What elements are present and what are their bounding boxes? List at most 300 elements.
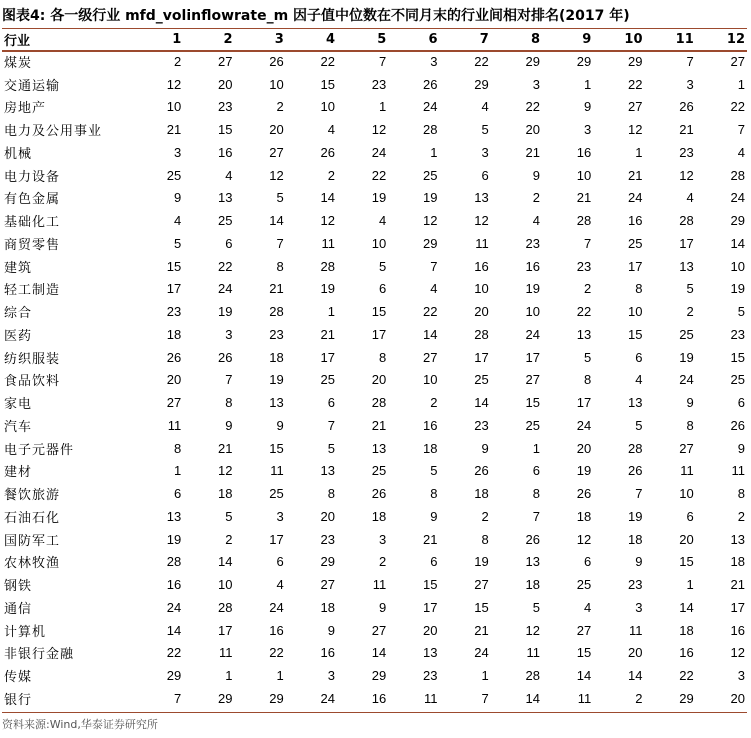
rank-cell: 25 (320, 372, 335, 388)
rank-cell: 15 (474, 599, 489, 615)
rank-cell: 18 (628, 531, 643, 547)
rank-cell: 20 (218, 76, 233, 92)
rank-cell: 22 (371, 167, 387, 183)
rank-cell: 17 (218, 622, 233, 638)
rank-cell: 18 (371, 508, 387, 524)
rank-cell: 13 (371, 440, 387, 456)
rank-cell: 18 (218, 486, 233, 502)
table-row (2, 255, 747, 278)
rank-cell: 28 (474, 326, 489, 342)
rank-cell: 3 (532, 76, 540, 92)
industry-name: 家电 (4, 397, 33, 413)
table-row (2, 414, 747, 437)
rank-cell: 19 (679, 349, 694, 365)
rank-cell: 26 (576, 486, 592, 502)
rank-cell: 8 (379, 349, 387, 365)
rank-cell: 9 (379, 599, 387, 615)
rank-cell: 24 (525, 326, 540, 342)
rank-cell: 22 (218, 258, 233, 274)
rank-cell: 24 (679, 372, 694, 388)
rank-cell: 5 (686, 281, 694, 297)
month-header: 1 (172, 31, 182, 47)
rank-cell: 11 (680, 463, 694, 479)
table-row (2, 187, 747, 210)
table-row (2, 437, 747, 460)
rank-cell: 17 (525, 349, 540, 365)
rank-cell: 24 (423, 99, 438, 115)
rank-cell: 16 (576, 144, 592, 160)
rank-cell: 19 (576, 463, 592, 479)
month-header: 6 (428, 31, 438, 47)
rank-cell: 19 (423, 190, 438, 206)
rank-cell: 15 (371, 304, 387, 320)
rank-cell: 14 (474, 395, 489, 411)
rank-cell: 27 (423, 349, 438, 365)
month-header: 2 (223, 31, 233, 47)
rank-cell: 3 (481, 144, 489, 160)
rank-cell: 9 (481, 440, 489, 456)
industry-name: 银行 (4, 692, 33, 708)
rank-cell: 28 (218, 599, 233, 615)
rank-cell: 13 (269, 395, 284, 411)
rank-cell: 28 (269, 304, 284, 320)
rank-cell: 1 (481, 668, 489, 684)
rank-cell: 12 (525, 622, 540, 638)
industry-name: 钢铁 (4, 579, 33, 595)
rank-cell: 6 (174, 486, 182, 502)
table-row (2, 505, 747, 528)
rank-cell: 14 (525, 690, 540, 706)
rank-cell: 4 (327, 122, 335, 138)
table-body (2, 50, 747, 710)
rank-cell: 25 (628, 235, 643, 251)
header-rule (2, 50, 747, 52)
rank-cell: 20 (269, 122, 284, 138)
rank-cell: 7 (584, 235, 592, 251)
rank-cell: 11 (270, 463, 284, 479)
rank-cell: 4 (686, 190, 694, 206)
rank-cell: 20 (576, 440, 592, 456)
month-header: 11 (675, 31, 694, 47)
rank-cell: 19 (218, 304, 233, 320)
rank-cell: 26 (730, 417, 745, 433)
rank-cell: 7 (737, 122, 745, 138)
rank-cell: 21 (371, 417, 387, 433)
rank-cell: 15 (269, 440, 284, 456)
rank-cell: 1 (225, 668, 233, 684)
rank-cell: 21 (474, 622, 489, 638)
rank-cell: 6 (584, 554, 592, 570)
rank-cell: 9 (174, 190, 182, 206)
industry-name: 建筑 (4, 260, 33, 276)
rank-cell: 8 (276, 258, 284, 274)
rank-cell: 2 (481, 508, 489, 524)
rank-cell: 19 (371, 190, 387, 206)
table-row (2, 50, 747, 73)
table-row (2, 73, 747, 96)
rank-cell: 17 (423, 599, 438, 615)
rank-cell: 12 (474, 213, 489, 229)
rank-cell: 23 (371, 76, 387, 92)
rank-cell: 16 (525, 258, 540, 274)
rank-cell: 2 (276, 99, 284, 115)
rank-cell: 4 (430, 281, 438, 297)
rank-cell: 26 (320, 144, 335, 160)
industry-name: 有色金属 (4, 192, 61, 208)
rank-cell: 14 (269, 213, 284, 229)
industry-name: 石油石化 (4, 510, 61, 526)
table-row (2, 482, 747, 505)
rank-cell: 8 (532, 486, 540, 502)
rank-cell: 23 (423, 668, 438, 684)
rank-cell: 27 (320, 577, 335, 593)
rank-cell: 17 (628, 258, 643, 274)
rank-cell: 29 (730, 213, 745, 229)
rank-cell: 19 (628, 508, 643, 524)
rank-cell: 16 (474, 258, 489, 274)
rank-cell: 5 (481, 122, 489, 138)
rank-cell: 14 (679, 599, 694, 615)
rank-cell: 21 (576, 190, 592, 206)
rank-cell: 4 (584, 599, 592, 615)
rank-cell: 9 (276, 417, 284, 433)
industry-name: 餐饮旅游 (4, 488, 61, 504)
rank-cell: 11 (167, 417, 182, 433)
rank-cell: 12 (628, 122, 643, 138)
industry-name: 计算机 (4, 624, 47, 640)
rank-cell: 15 (628, 326, 643, 342)
rank-cell: 3 (327, 668, 335, 684)
rank-cell: 13 (679, 258, 694, 274)
rank-cell: 17 (320, 349, 335, 365)
rank-cell: 26 (269, 53, 284, 69)
rank-cell: 22 (628, 76, 643, 92)
table-row (2, 687, 747, 710)
industry-name: 电力及公用事业 (4, 124, 103, 140)
industry-name: 电子元器件 (4, 442, 75, 458)
rank-cell: 7 (430, 258, 438, 274)
rank-cell: 7 (481, 690, 489, 706)
rank-cell: 28 (576, 213, 592, 229)
rank-cell: 26 (166, 349, 182, 365)
month-header: 12 (726, 31, 745, 47)
rank-cell: 23 (474, 417, 489, 433)
rank-cell: 29 (320, 554, 335, 570)
table-row (2, 460, 747, 483)
table-row (2, 573, 747, 596)
rank-cell: 27 (166, 395, 182, 411)
rank-cell: 10 (679, 486, 694, 502)
rank-cell: 24 (269, 599, 284, 615)
rank-cell: 1 (276, 668, 284, 684)
rank-cell: 28 (628, 440, 643, 456)
rank-cell: 16 (679, 645, 694, 661)
rank-cell: 25 (730, 372, 745, 388)
rank-cell: 8 (737, 486, 745, 502)
rank-cell: 21 (218, 440, 233, 456)
rank-cell: 26 (628, 463, 643, 479)
month-header: 4 (325, 31, 335, 47)
rank-cell: 4 (635, 372, 643, 388)
rank-cell: 11 (475, 235, 489, 251)
rank-cell: 13 (576, 326, 592, 342)
industry-name: 煤炭 (4, 55, 33, 71)
rank-cell: 27 (628, 99, 643, 115)
rank-cell: 25 (218, 213, 233, 229)
rank-cell: 13 (730, 531, 745, 547)
industry-name: 通信 (4, 601, 33, 617)
table-row (2, 232, 747, 255)
rank-cell: 5 (379, 258, 387, 274)
rank-cell: 24 (320, 690, 335, 706)
rank-cell: 21 (628, 167, 643, 183)
rank-cell: 22 (525, 99, 540, 115)
table-row (2, 551, 747, 574)
rank-cell: 28 (525, 668, 540, 684)
rank-cell: 12 (320, 213, 335, 229)
rank-cell: 16 (730, 622, 745, 638)
rank-cell: 15 (166, 258, 182, 274)
rank-cell: 2 (532, 190, 540, 206)
rank-cell: 21 (269, 281, 284, 297)
rank-cell: 7 (276, 235, 284, 251)
rank-cell: 22 (320, 53, 335, 69)
rank-cell: 20 (525, 122, 540, 138)
rank-cell: 11 (526, 645, 540, 661)
rank-cell: 15 (218, 122, 233, 138)
rank-cell: 10 (166, 99, 182, 115)
rank-cell: 11 (731, 463, 745, 479)
rank-cell: 12 (679, 167, 694, 183)
rank-cell: 3 (276, 508, 284, 524)
rank-cell: 7 (635, 486, 643, 502)
rank-cell: 15 (576, 645, 592, 661)
rank-cell: 24 (576, 417, 592, 433)
rank-cell: 5 (635, 417, 643, 433)
rank-cell: 19 (269, 372, 284, 388)
rank-cell: 12 (371, 122, 387, 138)
table-row (2, 369, 747, 392)
rank-cell: 27 (474, 577, 489, 593)
rank-cell: 27 (730, 53, 745, 69)
rank-cell: 8 (635, 281, 643, 297)
rank-cell: 22 (474, 53, 489, 69)
rank-cell: 23 (730, 326, 745, 342)
rank-cell: 16 (423, 417, 438, 433)
rank-cell: 13 (474, 190, 489, 206)
rank-cell: 19 (525, 281, 540, 297)
rank-cell: 13 (320, 463, 335, 479)
industry-name: 传媒 (4, 670, 33, 686)
rank-cell: 21 (679, 122, 694, 138)
rank-cell: 14 (371, 645, 387, 661)
rank-cell: 19 (730, 281, 745, 297)
rank-cell: 25 (474, 372, 489, 388)
rank-cell: 29 (628, 53, 643, 69)
table-row (2, 596, 747, 619)
rank-cell: 25 (679, 326, 694, 342)
rank-cell: 26 (423, 76, 438, 92)
industry-name: 纺织服装 (4, 351, 61, 367)
rank-cell: 20 (679, 531, 694, 547)
rank-cell: 5 (276, 190, 284, 206)
rank-cell: 26 (679, 99, 694, 115)
industry-name: 非银行金融 (4, 647, 75, 663)
rank-cell: 6 (635, 349, 643, 365)
rank-cell: 10 (474, 281, 489, 297)
table-row (2, 118, 747, 141)
rank-cell: 22 (576, 304, 592, 320)
rank-cell: 22 (679, 668, 694, 684)
rank-cell: 11 (629, 622, 643, 638)
rank-cell: 15 (679, 554, 694, 570)
industry-name: 国防军工 (4, 533, 61, 549)
table-row (2, 664, 747, 687)
rank-cell: 20 (320, 508, 335, 524)
table-row (2, 164, 747, 187)
rank-cell: 26 (218, 349, 233, 365)
industry-name: 食品饮料 (4, 374, 61, 390)
rank-cell: 14 (320, 190, 335, 206)
rank-cell: 6 (379, 281, 387, 297)
rank-cell: 9 (532, 167, 540, 183)
rank-cell: 19 (474, 554, 489, 570)
rank-cell: 1 (379, 99, 387, 115)
rank-cell: 17 (576, 395, 592, 411)
rank-cell: 22 (730, 99, 745, 115)
rank-cell: 19 (166, 531, 182, 547)
rank-cell: 17 (679, 235, 694, 251)
rank-cell: 7 (379, 53, 387, 69)
rank-cell: 20 (423, 622, 438, 638)
rank-cell: 9 (584, 99, 592, 115)
industry-name: 综合 (4, 306, 33, 322)
rank-cell: 11 (424, 690, 438, 706)
rank-cell: 4 (276, 577, 284, 593)
industry-name: 农林牧渔 (4, 556, 61, 572)
rank-cell: 7 (225, 372, 233, 388)
rank-cell: 24 (218, 281, 233, 297)
table-row (2, 346, 747, 369)
rank-cell: 12 (166, 76, 182, 92)
rank-cell: 23 (576, 258, 592, 274)
rank-cell: 14 (218, 554, 233, 570)
rank-cell: 7 (174, 690, 182, 706)
rank-cell: 9 (430, 508, 438, 524)
rank-cell: 28 (730, 167, 745, 183)
rank-cell: 9 (225, 417, 233, 433)
rank-cell: 18 (423, 440, 438, 456)
rank-cell: 13 (166, 508, 182, 524)
rank-cell: 27 (269, 144, 284, 160)
rank-cell: 3 (430, 53, 438, 69)
header-row (2, 28, 747, 50)
rank-cell: 26 (525, 531, 540, 547)
rank-cell: 26 (474, 463, 489, 479)
industry-name: 商贸零售 (4, 237, 61, 253)
rank-cell: 18 (730, 554, 745, 570)
rank-cell: 13 (218, 190, 233, 206)
rank-cell: 6 (327, 395, 335, 411)
rank-cell: 10 (423, 372, 438, 388)
rank-cell: 16 (320, 645, 335, 661)
rank-cell: 15 (730, 349, 745, 365)
rank-cell: 12 (576, 531, 592, 547)
rank-cell: 23 (525, 235, 540, 251)
rank-cell: 3 (379, 531, 387, 547)
industry-name: 汽车 (4, 419, 33, 435)
rank-cell: 10 (628, 304, 643, 320)
rank-cell: 5 (225, 508, 233, 524)
table-row (2, 323, 747, 346)
rank-cell: 24 (166, 599, 182, 615)
rank-cell: 24 (628, 190, 643, 206)
rank-cell: 1 (532, 440, 540, 456)
rank-cell: 8 (225, 395, 233, 411)
rank-cell: 17 (269, 531, 284, 547)
rank-cell: 29 (576, 53, 592, 69)
rank-cell: 15 (525, 395, 540, 411)
rank-cell: 6 (532, 463, 540, 479)
rank-cell: 18 (525, 577, 540, 593)
rank-cell: 1 (635, 144, 643, 160)
rank-cell: 4 (737, 144, 745, 160)
rank-cell: 1 (430, 144, 438, 160)
rank-cell: 14 (730, 235, 745, 251)
rank-cell: 10 (371, 235, 387, 251)
rank-cell: 28 (320, 258, 335, 274)
rank-cell: 4 (532, 213, 540, 229)
rank-cell: 25 (166, 167, 182, 183)
rank-cell: 25 (371, 463, 387, 479)
rank-cell: 21 (525, 144, 540, 160)
rank-cell: 8 (430, 486, 438, 502)
rank-cell: 21 (320, 326, 335, 342)
rank-cell: 25 (525, 417, 540, 433)
rank-cell: 1 (174, 463, 182, 479)
rank-cell: 6 (737, 395, 745, 411)
industry-name: 机械 (4, 146, 33, 162)
rank-cell: 29 (371, 668, 387, 684)
rank-cell: 3 (737, 668, 745, 684)
table-row (2, 391, 747, 414)
rank-cell: 15 (320, 76, 335, 92)
rank-cell: 29 (166, 668, 182, 684)
ranking-table (2, 28, 747, 710)
rank-cell: 8 (327, 486, 335, 502)
rank-cell: 18 (269, 349, 284, 365)
rank-cell: 4 (225, 167, 233, 183)
rank-cell: 1 (686, 577, 694, 593)
rank-cell: 3 (225, 326, 233, 342)
rank-cell: 28 (423, 122, 438, 138)
rank-cell: 14 (576, 668, 592, 684)
rank-cell: 10 (576, 167, 592, 183)
rank-cell: 24 (730, 190, 745, 206)
rank-cell: 11 (321, 235, 335, 251)
rank-cell: 29 (218, 690, 233, 706)
rank-cell: 25 (576, 577, 592, 593)
rank-cell: 5 (737, 304, 745, 320)
rank-cell: 29 (423, 235, 438, 251)
rank-cell: 4 (174, 213, 182, 229)
rank-cell: 6 (225, 235, 233, 251)
bottom-rule (2, 712, 747, 713)
rank-cell: 17 (166, 281, 182, 297)
rank-cell: 20 (474, 304, 489, 320)
rank-cell: 2 (379, 554, 387, 570)
rank-cell: 5 (532, 599, 540, 615)
